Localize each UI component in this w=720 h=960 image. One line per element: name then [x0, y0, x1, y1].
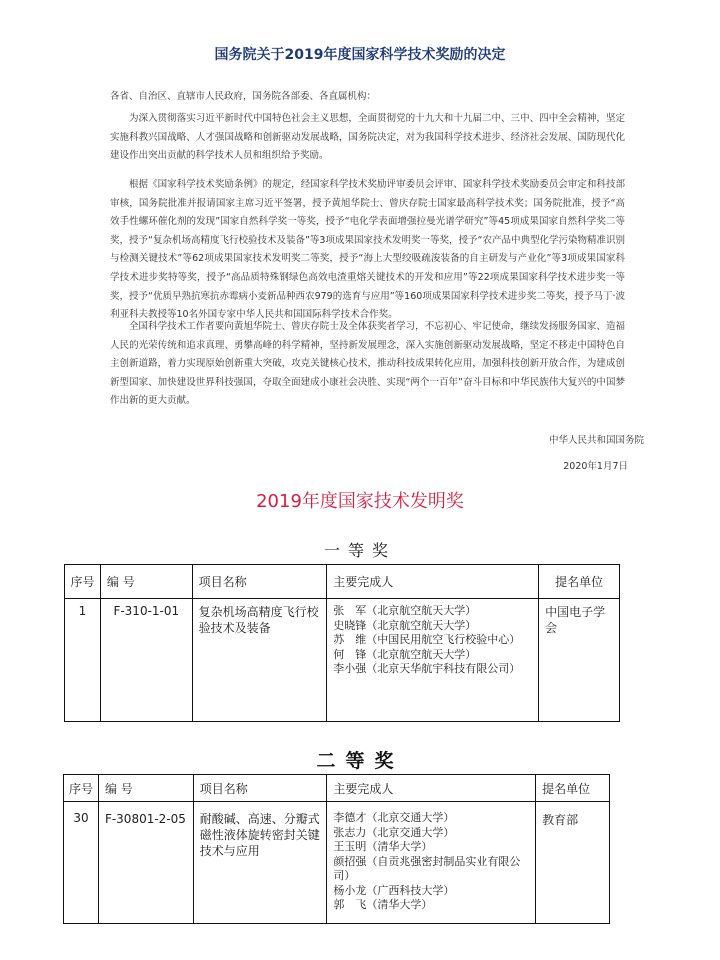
second-prize-table — [63, 774, 610, 924]
completers-list — [327, 599, 539, 722]
column-header: 序号 — [65, 565, 101, 599]
column-header: 主要完成人 — [327, 775, 536, 802]
completer: 史晓锋（北京航空航天大学） — [333, 618, 477, 632]
paragraph-1: 为深入贯彻落实习近平新时代中国特色社会主义思想，全面贯彻党的十九大和十九届二中、三中、四中全会精神，坚定实施科教兴国战略、人才强国战略和创新驱动发展战略，国务院决定，对为我国科学技术进步、经济社会发展、国防现代化建设作出突出贡献的科学技术人员和组织给予奖励。 — [110, 113, 625, 162]
paragraph-2: 根据《国家科学技术奖励条例》的规定，经国家科学技术奖励评审委员会评审、国家科学技术奖励委员会审定和科技部审核，国务院批准并报请国家主席习近平签署，授予黄旭华院士、曾庆存院士国家最高科学技术奖；国务院批准，授予“高效手性螺环催化剂的发现”国家自然科学奖一等奖，授予“电化学表面增强拉曼光谱学研究”等45项成果国家自然科学奖二等奖，授予“复杂机场高精度飞行校验技术及装备”等3项成果国家技术发明奖一等奖，授予“农产品中典型化学污染物精准识别与检测关键技术”等62项成果国家技术发明奖二等奖，授予“海上大型绞吸疏浚装备的自主研发与产业化”等3项成果国家科学技术进步奖特等奖，授予“高品质特殊钢绿色高效电渣重熔关键技术的开发和应用”等22项成果国家科学技术进步奖一等奖，授予“优质早熟抗寒抗赤霉病小麦新品种西农979的选育与应用”等160项成果国家科学技术进步奖二等奖，授予马丁·波利亚科夫教授等10名外国专家中华人民共和国国际科学技术合作奖。 — [110, 179, 625, 321]
nominator: 教育部 — [536, 802, 610, 924]
nominator: 中国电子学会 — [539, 599, 620, 722]
completer: 李小强（北京天华航宇科技有限公司） — [333, 662, 521, 675]
table-header-row — [65, 565, 620, 599]
row-number: 1 — [65, 599, 101, 722]
completer: 颜招强（自贡兆强密封制品实业有限公司） — [333, 854, 521, 882]
completer: 张 军（北京航空航天大学） — [333, 604, 477, 617]
table-row — [65, 599, 620, 722]
column-header: 编 号 — [98, 775, 193, 802]
first-prize-table — [64, 564, 620, 722]
first-prize-heading: 一等奖 — [323, 541, 396, 560]
award-heading: 2019年度国家技术发明奖 — [256, 491, 464, 512]
project-name: 耐酸碱、高速、分瓣式磁性液体旋转密封关键技术与应用 — [193, 802, 327, 924]
column-header: 项目名称 — [193, 775, 327, 802]
second-prize-heading: 二等奖 — [316, 750, 404, 772]
paragraph-3: 全国科学技术工作者要向黄旭华院士、曾庆存院士及全体获奖者学习，不忘初心、牢记使命，继续发扬服务国家、造福人民的光荣传统和追求真理、勇攀高峰的科学精神，坚持新发展理念，深入实施创新驱动发展战略，坚定不移走中国特色自主创新道路，着力实现原始创新重大突破，攻克关键核心技术，推动科技成果转化应用，加强科技创新开放合作，为建成创新型国家、加快建设世界科技强国，夺取全面建成小康社会决胜、实现“两个一百年”奋斗目标和中华民族伟大复兴的中国梦作出新的更大贡献。 — [110, 321, 625, 407]
column-header: 编 号 — [100, 565, 192, 599]
table-header-row — [64, 775, 610, 802]
column-header: 序号 — [64, 775, 99, 802]
column-header: 项目名称 — [192, 565, 327, 599]
completer: 李德才（北京交通大学） — [333, 811, 455, 824]
column-header: 提名单位 — [539, 565, 620, 599]
completer: 郭 飞（清华大学） — [333, 898, 433, 911]
row-number: 30 — [64, 802, 99, 924]
document-date: 2020年1月7日 — [563, 461, 628, 472]
project-code: F-30801-2-05 — [98, 802, 193, 924]
salutation: 各省、自治区、直辖市人民政府，国务院各部委、各直属机构： — [110, 91, 377, 102]
project-name: 复杂机场高精度飞行校验技术及装备 — [192, 599, 327, 722]
project-code: F-310-1-01 — [100, 599, 192, 722]
completer: 苏 维（中国民用航空飞行校验中心） — [333, 633, 521, 646]
column-header: 主要完成人 — [327, 565, 539, 599]
completer: 张志力（北京交通大学） — [333, 825, 455, 839]
completers-list — [327, 802, 536, 924]
signer: 中华人民共和国国务院 — [548, 435, 644, 446]
completer: 何 锋（北京航空航天大学） — [333, 647, 477, 661]
table-row — [64, 802, 610, 924]
completer: 杨小龙（广西科技大学） — [333, 883, 455, 897]
document-title: 国务院关于2019年度国家科学技术奖励的决定 — [214, 47, 506, 63]
completer: 王玉明（清华大学） — [333, 840, 433, 853]
column-header: 提名单位 — [536, 775, 610, 802]
